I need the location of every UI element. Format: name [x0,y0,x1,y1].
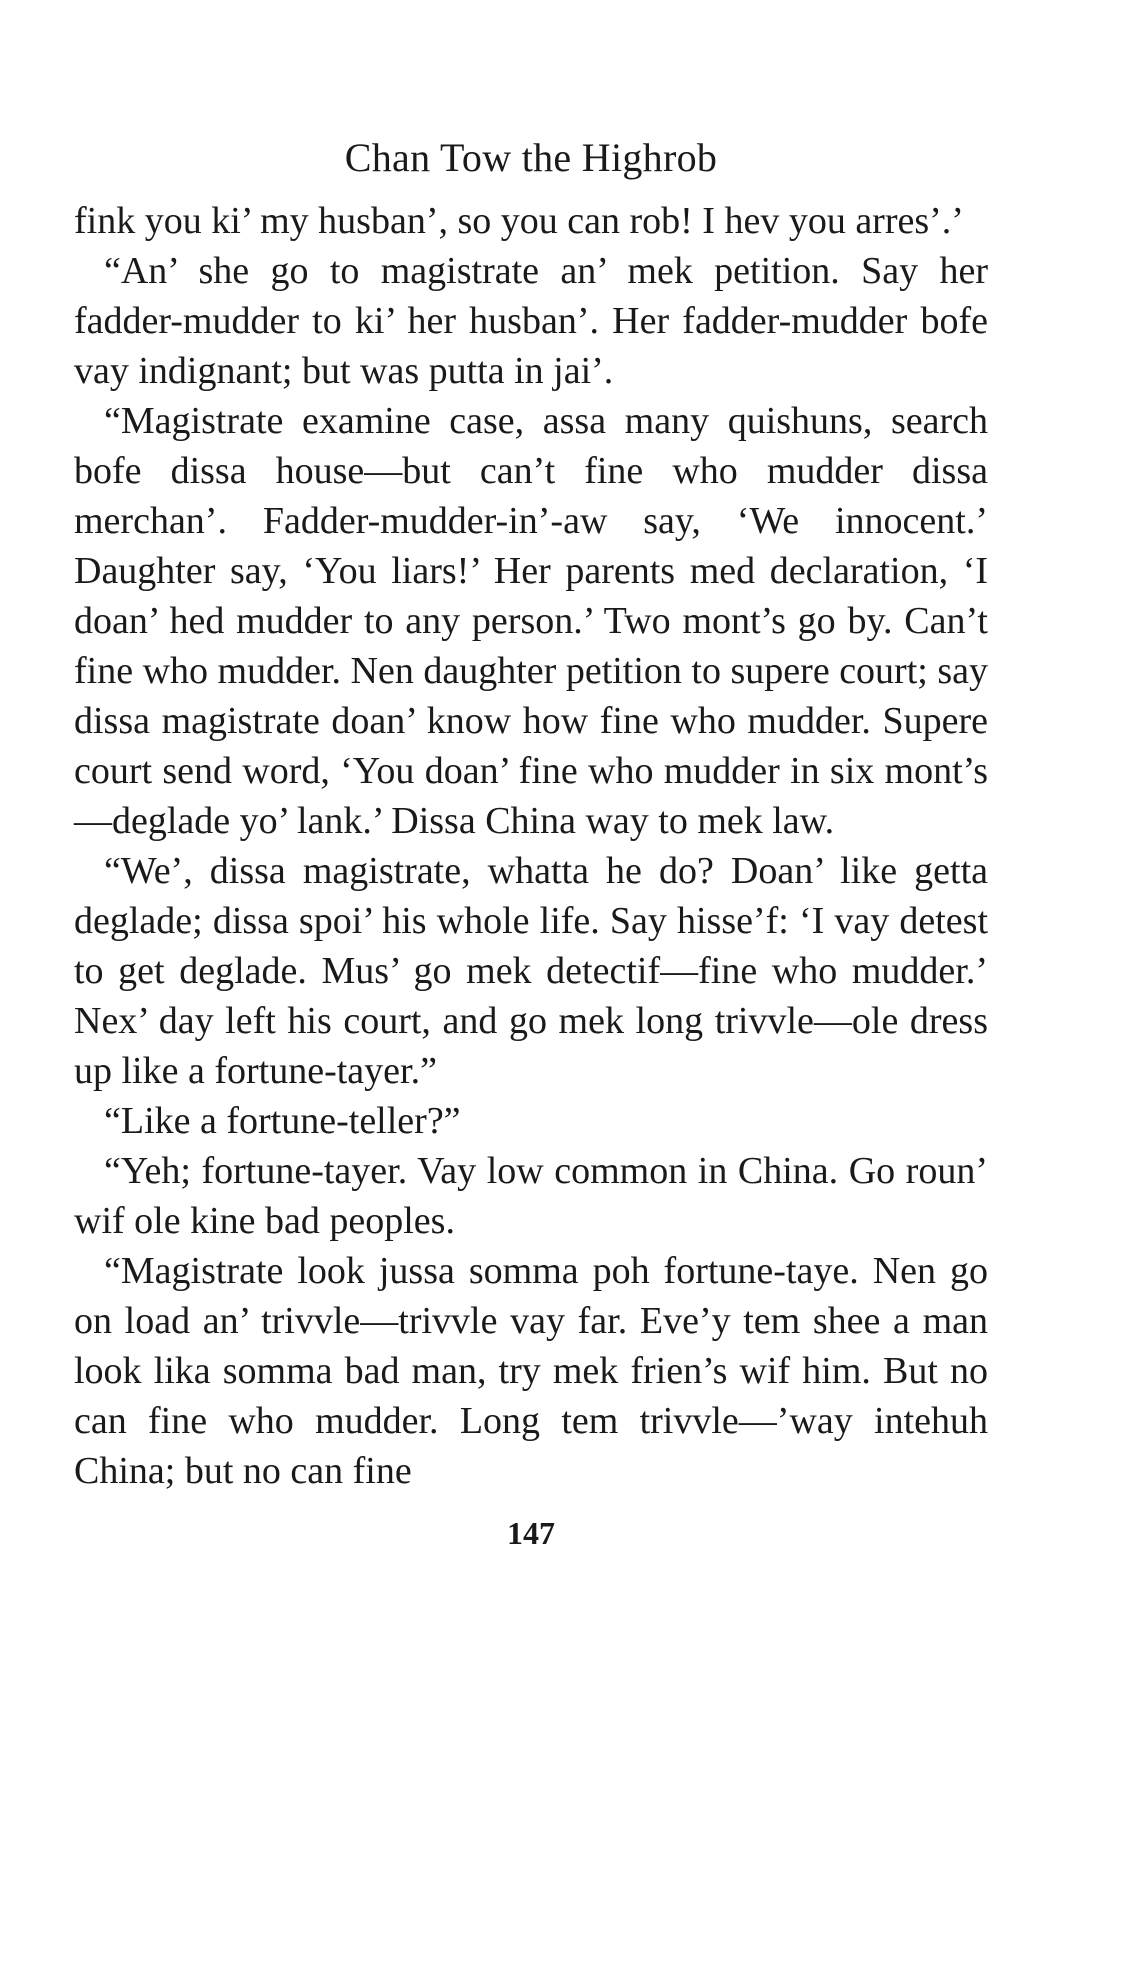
paragraph: “Magistrate examine case, assa many quishuns, search bofe dissa house—but can’t fine who mudder dissa merchan’. Fadder-mudder-in’-aw say, ‘We innocent.’ Daughter say, ‘You liars!’ Her parents med declaration, ‘I doan’ hed mudder to any person.’ Two mont’s go by. Can’t fine who mudder. Nen daughter petition to supere court; say dissa magistrate doan’ know how fine who mudder. Supere court send word, ‘You doan’ fine who mudder in six mont’s—deglade yo’ lank.’ Dissa China way to mek law. [74,400,988,842]
paragraph: “Like a fortune-teller?” [104,1100,461,1142]
paragraph-continued: fink you ki’ my husban’, so you can rob! I hev you arres’.’ [74,200,964,242]
running-title: Chan Tow the Highrob [344,135,718,180]
page-number: 147 [507,1515,555,1551]
paragraph: “Yeh; fortune-tayer. Vay low common in China. Go roun’ wif ole kine bad peoples. [74,1150,988,1242]
paragraph: “An’ she go to magistrate an’ mek petition. Say her fadder-mudder to ki’ her husban’. Her fadder-mudder bofe vay indignant; but was putta in jai’. [74,250,988,392]
body-text [74,196,988,1496]
paragraph: “Magistrate look jussa somma poh fortune-taye. Nen go on load an’ trivvle—trivvle vay far. Eve’y tem shee a man look lika somma bad man, try mek frien’s wif him. But no can fine who mudder. Long tem trivvle—’way intehuh China; but no can fine [74,1250,988,1492]
book-page [74,128,988,1558]
paragraph: “We’, dissa magistrate, whatta he do? Doan’ like getta deglade; dissa spoi’ his whole life. Say hisse’f: ‘I vay detest to get deglade. Mus’ go mek detectif—fine who mudder.’ Nex’ day left his court, and go mek long trivvle—ole dress up like a fortune-tayer.” [74,850,988,1092]
